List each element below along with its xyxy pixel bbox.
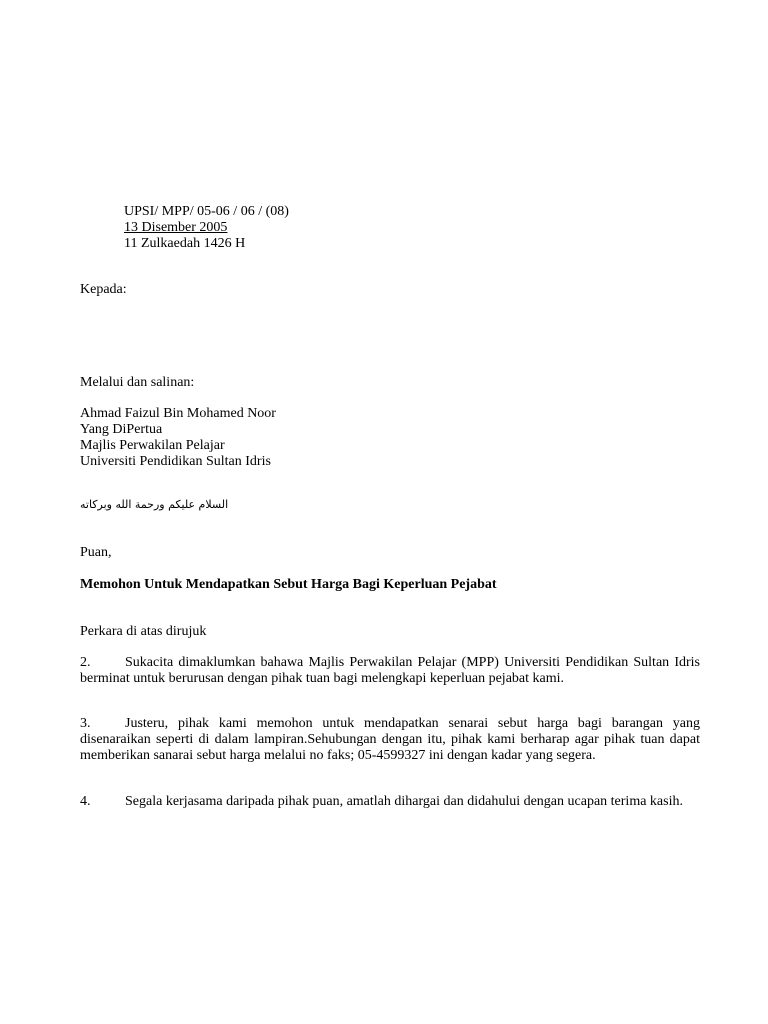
reference-number: UPSI/ MPP/ 05-06 / 06 / (08)	[124, 204, 289, 219]
paragraph-number: 2.	[80, 655, 91, 670]
paragraph-text: Justeru, pihak kami memohon untuk mendapatkan senarai sebut harga bagi barangan yang disenaraikan seperti di dalam lampiran.Sehubungan dengan itu, pihak kami berharap agar pihak tuan dapat memberikan sanarai sebut harga melalui no faks; 05-4599327 ini dengan kadar yang segera.	[80, 716, 700, 763]
to-label: Kepada:	[80, 282, 127, 297]
via-line: Yang DiPertua	[80, 422, 163, 437]
paragraph-2	[80, 655, 700, 687]
via-label: Melalui dan salinan:	[80, 375, 195, 390]
date-gregorian: 13 Disember 2005	[124, 220, 228, 235]
date-hijri: 11 Zulkaedah 1426 H	[124, 236, 246, 251]
via-line: Ahmad Faizul Bin Mohamed Noor	[80, 406, 276, 421]
reference-line: Perkara di atas dirujuk	[80, 624, 207, 639]
paragraph-4	[80, 794, 700, 810]
paragraph-text: Segala kerjasama daripada pihak puan, amatlah dihargai dan didahului dengan ucapan terima kasih.	[125, 794, 683, 809]
paragraph-text: Sukacita dimaklumkan bahawa Majlis Perwakilan Pelajar (MPP) Universiti Pendidikan Sultan Idris berminat untuk berurusan dengan pihak tuan bagi melengkapi keperluan pejabat kami.	[80, 655, 700, 686]
via-line: Majlis Perwakilan Pelajar	[80, 438, 225, 453]
arabic-greeting: السلام عليكم ورحمة الله وبركاته	[80, 498, 229, 511]
paragraph-number: 4.	[80, 794, 91, 809]
paragraph-number: 3.	[80, 716, 91, 731]
paragraph-3	[80, 716, 700, 764]
subject-line: Memohon Untuk Mendapatkan Sebut Harga Bagi Keperluan Pejabat	[80, 577, 497, 592]
salutation: Puan,	[80, 545, 112, 560]
via-line: Universiti Pendidikan Sultan Idris	[80, 454, 271, 469]
